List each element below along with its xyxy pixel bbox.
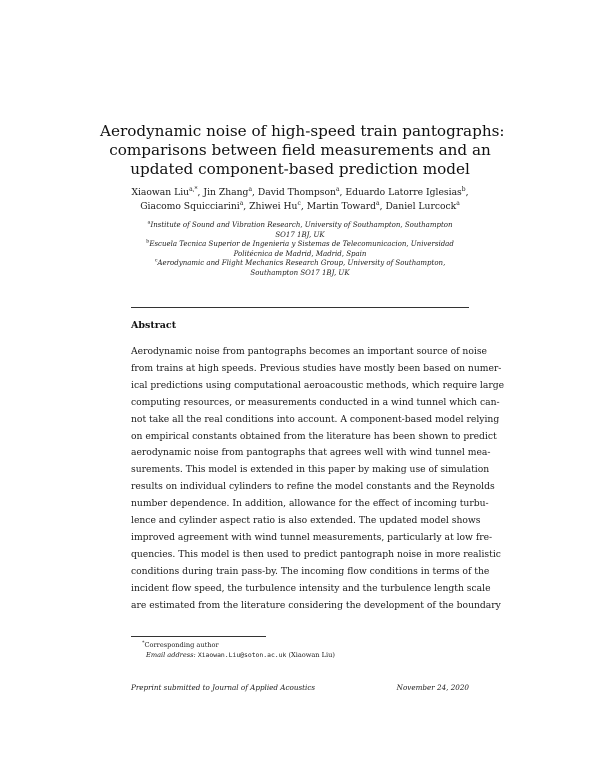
author-separator: , <box>379 200 386 212</box>
author-separator: , <box>339 187 346 198</box>
title-line: Aerodynamic noise of high-speed train pantographs: <box>100 122 505 140</box>
affiliation-c <box>128 259 472 278</box>
abstract-line: ical predictions using computational aeroacoustic methods, which require large <box>131 379 505 391</box>
affiliation-line <box>128 221 472 231</box>
author-name: Daniel Lurcock <box>385 200 457 212</box>
author-separator: , <box>300 200 307 212</box>
author-line <box>100 186 500 200</box>
author-name: Zhiwei Hu <box>249 200 298 212</box>
abstract-line: improved agreement with wind tunnel measurements, particularly at low fre- <box>131 531 493 543</box>
author-affil-mark: a,* <box>189 185 198 193</box>
footnote-email <box>146 651 335 660</box>
footnote-corresponding <box>142 641 219 650</box>
author-name: Eduardo Latorre Iglesias <box>345 187 462 198</box>
abstract-line: number dependence. In addition, allowance for the effect of incoming turbu- <box>131 498 489 510</box>
author-affil-mark: c <box>297 199 301 207</box>
abstract-line: aerodynamic noise from pantographs that agrees well with wind tunnel mea- <box>131 447 491 459</box>
author-separator: , <box>243 200 250 212</box>
affiliation-b <box>128 240 472 259</box>
email-address[interactable]: Xiaowan.Liu@soton.ac.uk <box>197 651 287 659</box>
affiliation-text: Aerodynamic and Flight Mechanics Research Group, University of Southampton, <box>157 259 446 267</box>
email-name: (Xiaowan Liu) <box>288 651 335 659</box>
author-affil-mark: a <box>248 185 253 193</box>
affiliation-line: Politécnica de Madrid, Madrid, Spain <box>233 249 367 258</box>
email-label: Email address: <box>146 651 196 659</box>
author-affil-mark: a <box>456 199 460 207</box>
preprint-date: November 24, 2020 <box>396 683 469 692</box>
abstract-line: quencies. This model is then used to predict pantograph noise in more realistic <box>131 548 501 560</box>
author-name: Martin Toward <box>306 200 377 212</box>
author-name: Xiaowan Liu <box>131 187 190 198</box>
author-line <box>100 200 500 214</box>
author-separator: , <box>197 187 204 198</box>
author-affil-mark: a <box>376 199 380 207</box>
abstract-line: not take all the real conditions into account. A component-based model relying <box>131 413 500 425</box>
affiliation-text: Escuela Tecnica Superior de Ingenieria y Sistemas de Telecomunicacion, Universidad <box>149 240 454 248</box>
abstract-top-rule <box>131 307 469 308</box>
abstract-line: computing resources, or measurements conducted in a wind tunnel which can- <box>131 396 500 408</box>
author-affil-mark: a <box>335 185 340 193</box>
footnote-mark: * <box>142 639 145 646</box>
footnote-text: Corresponding author <box>144 641 219 649</box>
title-line: comparisons between field measurements and an <box>109 141 491 159</box>
abstract-body <box>131 344 505 615</box>
author-list <box>100 186 500 213</box>
abstract-heading: Abstract <box>131 320 177 331</box>
affiliation-mark: a <box>147 219 151 226</box>
abstract-line: lence and cylinder aspect ratio is also extended. The updated model shows <box>131 515 481 527</box>
affiliation-line: Southampton SO17 1BJ, UK <box>250 268 350 277</box>
paper-title <box>100 122 505 179</box>
author-name: Giacomo Squicciarini <box>140 200 240 212</box>
affiliation-line <box>128 240 472 250</box>
author-separator: , <box>465 187 469 198</box>
author-separator: , <box>252 187 258 198</box>
abstract-line: results on individual cylinders to refine the model constants and the Reynolds <box>131 481 495 493</box>
affiliation-a <box>128 221 472 240</box>
author-affil-mark: b <box>461 185 466 193</box>
affiliation-line: SO17 1BJ, UK <box>275 230 325 239</box>
abstract-line: surements. This model is extended in this paper by making use of simulation <box>131 464 490 476</box>
affiliation-mark: c <box>154 257 158 264</box>
abstract-line: incident flow speed, the turbulence intensity and the turbulence length scale <box>131 582 491 594</box>
affiliation-line <box>128 259 472 269</box>
abstract-line: conditions during train pass-by. The incoming flow conditions in terms of the <box>131 565 490 577</box>
author-name: David Thompson <box>257 187 336 198</box>
affiliation-text: Institute of Sound and Vibration Research, University of Southampton, Southampton <box>150 221 453 229</box>
preprint-note: Preprint submitted to Journal of Applied Acoustics <box>131 683 316 692</box>
abstract-line: on empirical constants obtained from the literature has been shown to predict <box>131 430 497 442</box>
title-line: updated component-based prediction model <box>130 160 470 178</box>
abstract-line: are estimated from the literature considering the development of the boundary <box>131 599 501 611</box>
abstract-line: Aerodynamic noise from pantographs becomes an important source of noise <box>131 346 487 357</box>
abstract-line: from trains at high speeds. Previous studies have mostly been based on numer- <box>131 362 502 374</box>
affiliation-mark: b <box>146 238 150 245</box>
author-name: Jin Zhang <box>203 187 249 198</box>
footnote-rule <box>131 636 266 637</box>
author-affil-mark: a <box>239 199 244 207</box>
